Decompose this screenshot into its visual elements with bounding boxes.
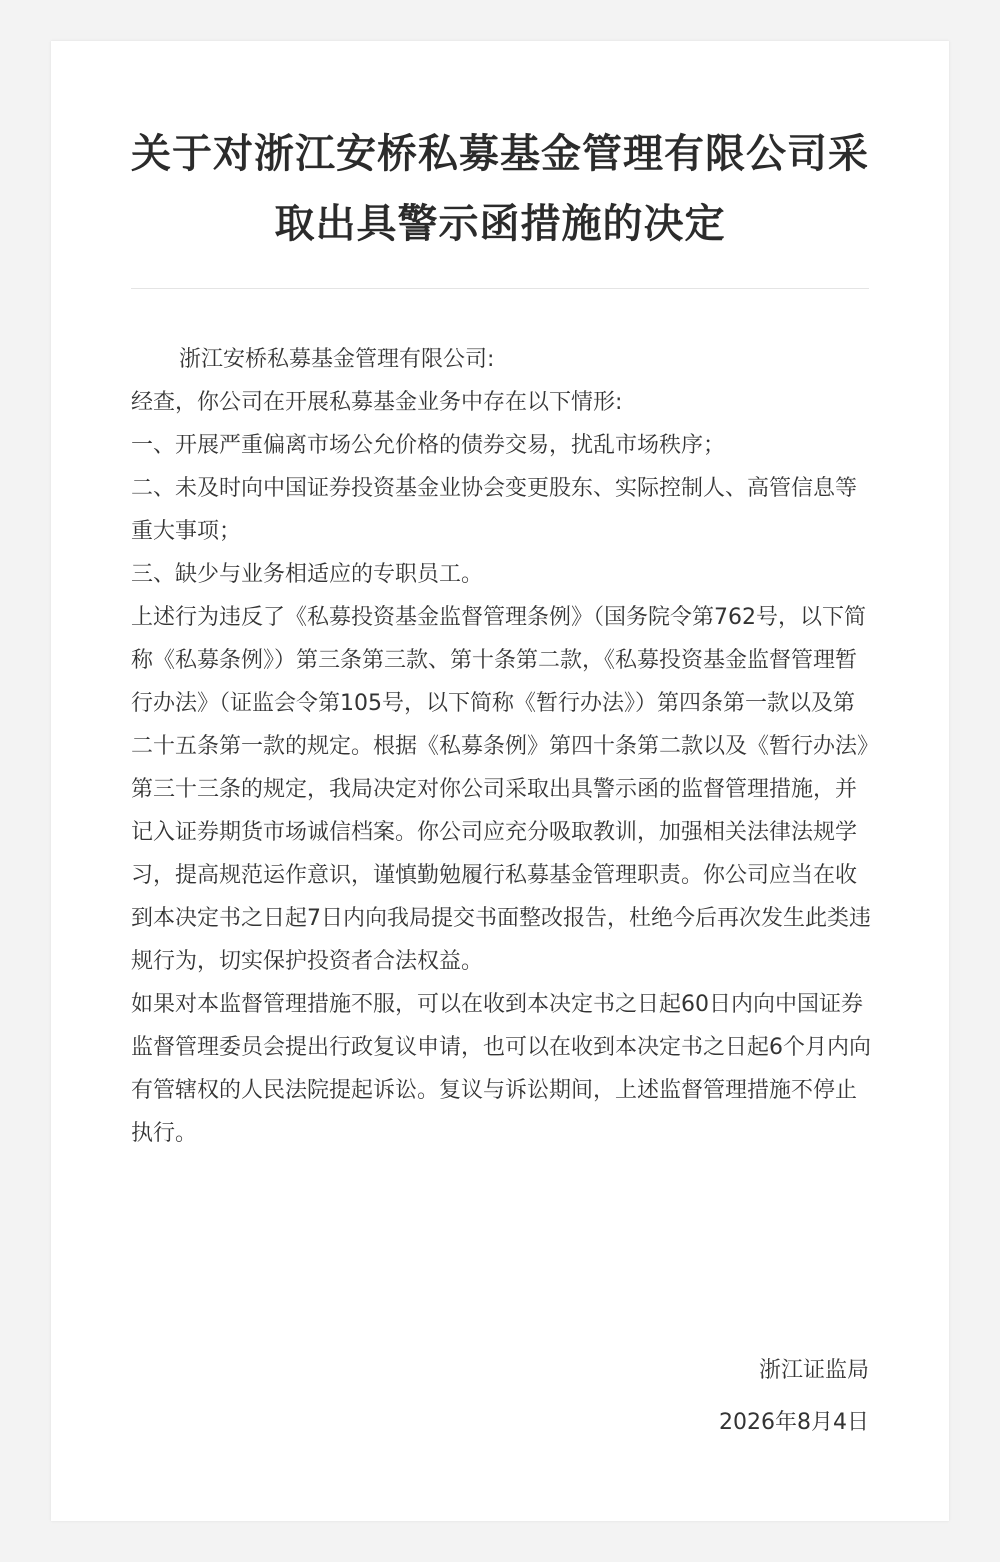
signature-block [569,1345,869,1449]
document-title: 关于对浙江安桥私募基金管理有限公司采取出具警示函措施的决定 [131,131,869,247]
document-page [51,41,949,1521]
issuer-name: 浙江证监局 [758,1358,869,1383]
paragraph-decision: 上述行为违反了《私募投资基金监督管理条例》（国务院令第762号，以下简称《私募条例》）第三条第三款、第十条第二款，《私募投资基金监督管理暂行办法》（证监会令第105号，以下简称《暂行办法》）第四条第一款以及第二十五条第一款的规定。根据《私募条例》第四十条第二款以及《暂行办法》第三十三条的规定，我局决定对你公司采取出具警示函的监督管理措施，并记入证券期货市场诚信档案。你公司应充分吸取教训，加强相关法律法规学习，提高规范运作意识，谨慎勤勉履行私募基金管理职责。你公司应当在收到本决定书之日起7日内向我局提交书面整改报告，杜绝今后再次发生此类违规行为，切实保护投资者合法权益。 [131,605,871,974]
paragraph-findings-intro: 经查，你公司在开展私募基金业务中存在以下情形: [131,390,623,415]
paragraph-appeal-rights: 如果对本监督管理措施不服，可以在收到本决定书之日起60日内向中国证券监督管理委员会提出行政复议申请，也可以在收到本决定书之日起6个月内向有管辖权的人民法院提起诉讼。复议与诉讼期间，上述监督管理措施不停止执行。 [131,992,871,1146]
title-divider [131,288,869,289]
paragraph-finding-2: 二、未及时向中国证券投资基金业协会变更股东、实际控制人、高管信息等重大事项； [131,476,858,544]
addressee: 浙江安桥私募基金管理有限公司: [179,347,495,372]
paragraph-finding-3: 三、缺少与业务相适应的专职员工。 [131,562,484,587]
issue-date: 2026年8月4日 [719,1410,869,1435]
document-body [131,338,871,1155]
paragraph-finding-1: 一、开展严重偏离市场公允价格的债券交易，扰乱市场秩序； [131,433,726,458]
